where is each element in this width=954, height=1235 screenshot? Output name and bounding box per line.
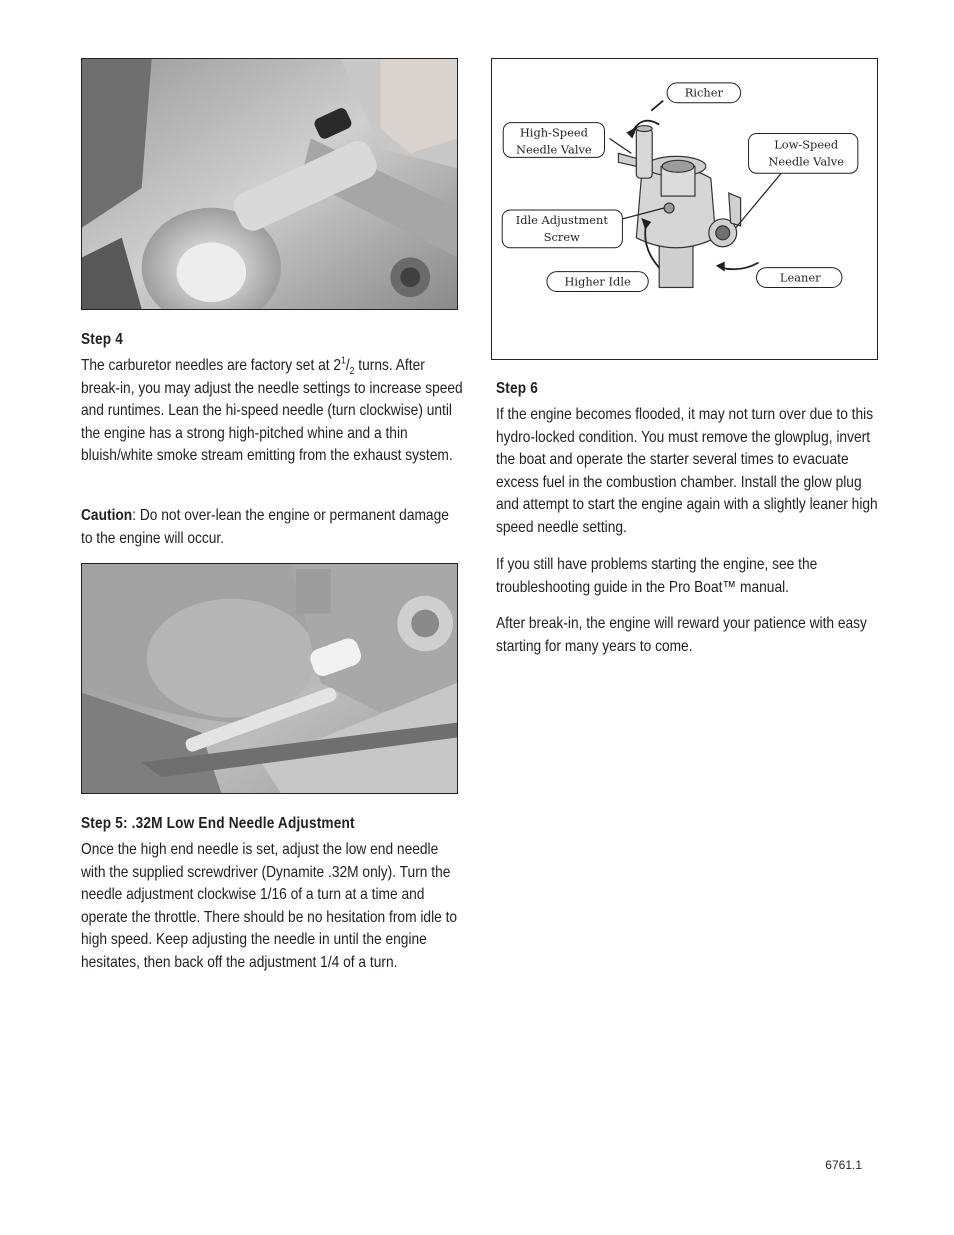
step4-heading: Step 4 [81,331,123,348]
step5-heading: Step 5: .32M Low End Needle Adjustment [81,815,355,832]
step6-heading: Step 6 [496,380,538,397]
callout-idle-line1: Idle Adjustment [515,212,608,227]
step6-paragraph-3: After break-in, the engine will reward your patience with easy starting for many years to come. [496,615,867,655]
callout-idle-line2: Screw [543,229,580,244]
callout-high-speed-line2: Needle Valve [516,142,592,157]
step6-paragraph-2: If you still have problems starting the engine, see the troubleshooting guide in the Pro Boat™ manual. [496,556,818,596]
callout-high-speed-line1: High-Speed [519,125,588,140]
callout-higher-idle: Higher Idle [564,274,631,289]
step6-paragraph-1: If the engine becomes flooded, it may not turn over due to this hydro-locked condition. You must remove the glowplug, invert the boat and operate the starter several times to evacuate excess fuel in the combustion chamber. Install the glow plug and attempt to start the engine again with a slightly leaner high speed needle setting. [496,406,878,536]
callout-richer: Richer [684,85,723,100]
document-code: 6761.1 [825,1158,862,1172]
photo-low-end-needle [81,563,458,794]
callout-low-speed-line2: Needle Valve [768,154,845,169]
carburetor-diagram [491,58,878,360]
step5-paragraph: Once the high end needle is set, adjust the low end needle with the supplied screwdriver (Dynamite .32M only). Turn the needle adjustment clockwise 1/16 of a turn at a time and operate the throttle. There should be no hesitation from idle to high speed. Keep adjusting the needle in until the engine hesitates, then back off the adjustment 1/4 of a turn. [81,841,458,971]
caution-paragraph: Caution: Do not over-lean the engine or permanent damage to the engine will occur. [81,507,449,547]
callout-low-speed-line1: Low-Speed [774,137,839,152]
step4-paragraph: The carburetor needles are factory set at $2^1/_2$ turns. After break-in, you may adjust the needle settings to increase speed and runtimes. Lean the hi-speed needle (turn clockwise) until the engine has a strong high-pitched whine and a thin bluish/white smoke stream emitting from the exhaust system. [81,355,463,464]
callout-leaner: Leaner [779,270,821,285]
caution-label: Caution [81,507,133,524]
photo-high-speed-needle [81,58,458,310]
